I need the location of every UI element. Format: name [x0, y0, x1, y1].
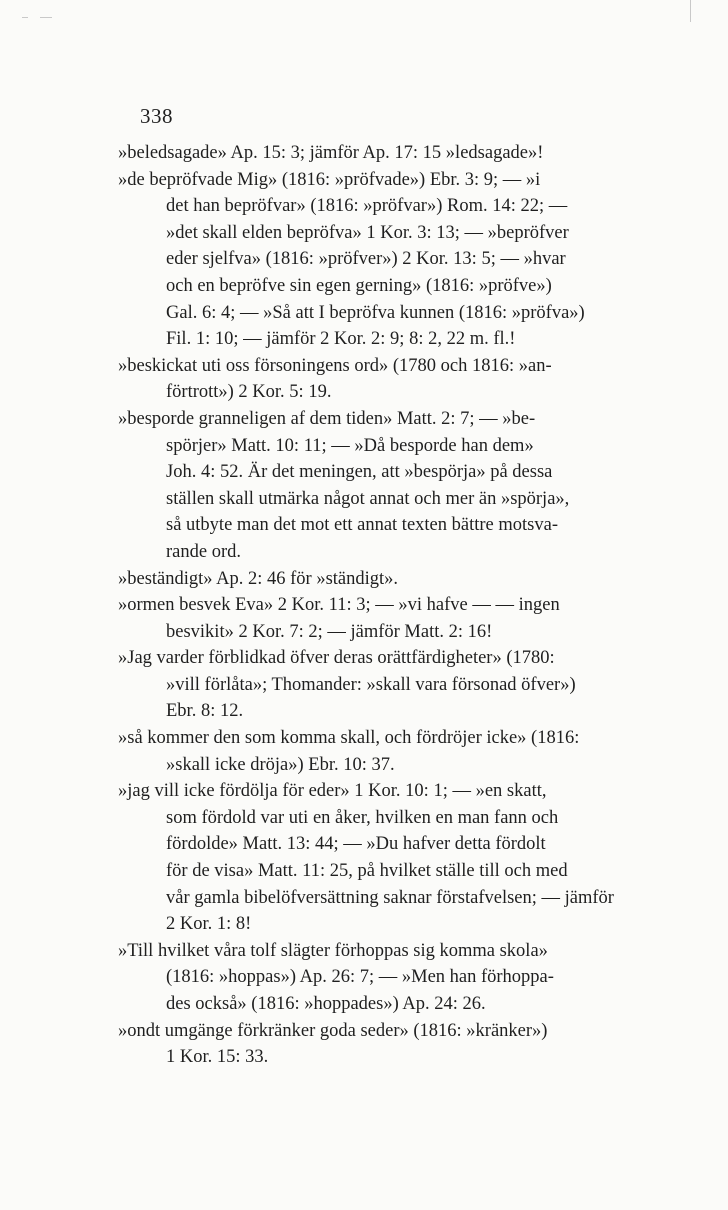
text-line: »vill förlåta»; Thomander: »skall vara försonad öfver»)	[166, 674, 576, 695]
text-line: eder sjelfva» (1816: »pröfver») 2 Kor. 13: 5; — »hvar	[166, 249, 566, 270]
text-line: rande ord.	[166, 541, 241, 562]
text-line: »skall icke dröja») Ebr. 10: 37.	[166, 754, 395, 775]
text-line: »så kommer den som komma skall, och fördröjer icke» (1816:	[118, 728, 580, 749]
text-line: Joh. 4: 52. Är det meningen, att »bespörja» på dessa	[166, 462, 553, 483]
text-line: »det skall elden bepröfva» 1 Kor. 3: 13; — »bepröfver	[166, 222, 569, 243]
text-line: »beständigt» Ap. 2: 46 för »ständigt».	[118, 568, 399, 589]
text-line: besvikit» 2 Kor. 7: 2; — jämför Matt. 2: 16!	[166, 621, 493, 642]
entry	[118, 725, 678, 778]
text-line: des också» (1816: »hoppades») Ap. 24: 26.	[166, 994, 486, 1014]
entry	[118, 566, 678, 593]
text-line: »ondt umgänge förkränker goda seder» (1816: »kränker»)	[118, 1020, 548, 1041]
text-line: 2 Kor. 1: 8!	[166, 914, 252, 935]
text-line: det han bepröfvar» (1816: »pröfvar») Rom. 14: 22; —	[166, 196, 568, 217]
text-line: »besporde granneligen af dem tiden» Matt. 2: 7; — »be-	[118, 408, 536, 429]
entry	[118, 778, 678, 938]
text-line: »Till hvilket våra tolf slägter förhoppas sig komma skola»	[118, 940, 548, 961]
text-line: fördolde» Matt. 13: 44; — »Du hafver detta fördolt	[166, 834, 546, 855]
text-line: Fil. 1: 10; — jämför 2 Kor. 2: 9; 8: 2, 22 m. fl.!	[166, 329, 516, 350]
scan-mark	[22, 17, 28, 18]
text-line: för de visa» Matt. 11: 25, på hvilket ställe till och med	[166, 861, 568, 882]
page-number: 338	[140, 104, 173, 128]
scan-mark	[40, 17, 52, 18]
entry	[118, 406, 678, 566]
text-line: som fördold var uti en åker, hvilken en man fann och	[166, 807, 559, 828]
text-line: vår gamla bibelöfversättning saknar förstafvelsen; — jämför	[166, 887, 614, 908]
text-line: Gal. 6: 4; — »Så att I bepröfva kunnen (1816: »pröfva»)	[166, 302, 585, 323]
text-line: 1 Kor. 15: 33.	[166, 1047, 269, 1068]
text-line: ställen skall utmärka något annat och mer än »spörja»,	[166, 488, 570, 509]
text-line: (1816: »hoppas») Ap. 26: 7; — »Men han förhoppa-	[166, 967, 554, 988]
scan-mark	[690, 0, 691, 22]
text-line: förtrott») 2 Kor. 5: 19.	[166, 382, 332, 403]
text-line: »beskickat uti oss försoningens ord» (1780 och 1816: »an-	[118, 355, 552, 376]
entry	[118, 167, 678, 353]
text-line: så utbyte man det mot ett annat texten bättre motsva-	[166, 515, 558, 536]
text-line: spörjer» Matt. 10: 11; — »Då besporde han dem»	[166, 435, 534, 456]
entry	[118, 140, 678, 167]
text-line: och en bepröfve sin egen gerning» (1816: »pröfve»)	[166, 275, 552, 296]
text-line: »ormen besvek Eva» 2 Kor. 11: 3; — »vi hafve — — ingen	[118, 595, 560, 616]
text-line: Ebr. 8: 12.	[166, 701, 244, 722]
entry	[118, 592, 678, 645]
text-line: »jag vill icke fördölja för eder» 1 Kor. 10: 1; — »en skatt,	[118, 781, 547, 802]
text-line: »Jag varder förblidkad öfver deras orättfärdigheter» (1780:	[118, 648, 555, 669]
entry	[118, 645, 678, 725]
text-line: »de bepröfvade Mig» (1816: »pröfvade») Ebr. 3: 9; — »i	[118, 169, 541, 190]
entry	[118, 353, 678, 406]
text-line: »beledsagade» Ap. 15: 3; jämför Ap. 17: 15 »ledsagade»!	[118, 143, 544, 163]
text-body	[118, 140, 678, 1071]
entry	[118, 1018, 678, 1071]
entry	[118, 938, 678, 1018]
